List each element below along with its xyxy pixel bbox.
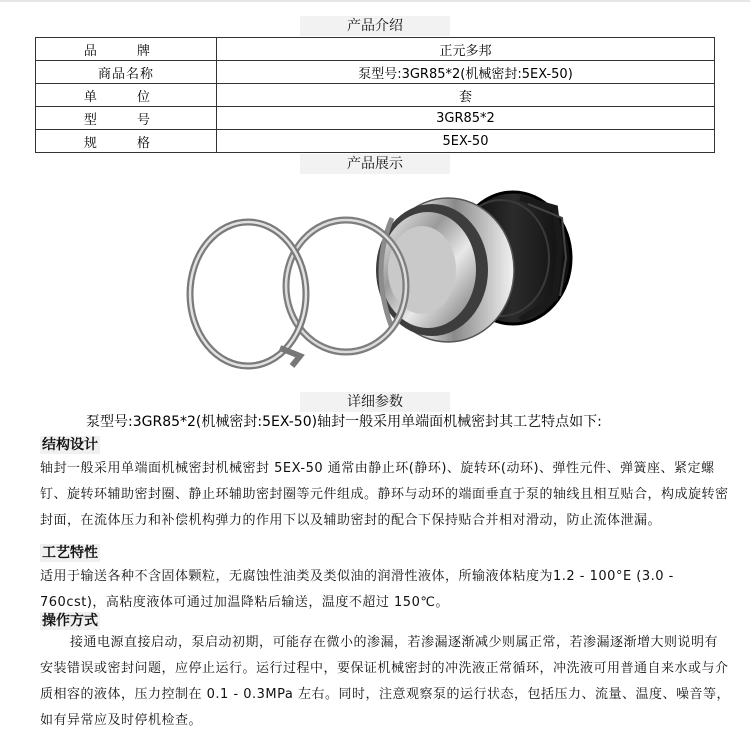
operation-heading: 操作方式	[42, 613, 98, 629]
product-photo	[160, 178, 596, 386]
spec-value: 正元多邦	[217, 38, 715, 61]
spec-row	[36, 107, 715, 130]
spec-value: 泵型号:3GR85*2(机械密封:5EX-50)	[217, 61, 715, 84]
spec-row	[36, 130, 715, 153]
spec-value: 3GR85*2	[217, 107, 715, 130]
section-title-intro: 产品介绍	[300, 16, 450, 36]
spec-key: 规 格	[36, 130, 217, 153]
mechanical-seal-image	[160, 178, 596, 386]
detail-lead-text: 泵型号:3GR85*2(机械密封:5EX-50)轴封一般采用单端面机械密封其工艺特点如下:	[86, 414, 602, 430]
spec-key: 品 牌	[36, 38, 217, 61]
section-title-display: 产品展示	[300, 154, 450, 174]
process-paragraph: 适用于输送各种不含固体颗粒，无腐蚀性油类及类似油的润滑性液体，所输液体粘度为1.2 - 100°E (3.0 - 760cst)，高粘度液体可通过加温降粘后输送，温度不超过 150℃。	[40, 569, 674, 610]
spec-row	[36, 61, 715, 84]
process-heading: 工艺特性	[42, 545, 98, 561]
spec-value: 套	[217, 84, 715, 107]
structure-heading: 结构设计	[42, 437, 98, 453]
spec-key: 单 位	[36, 84, 217, 107]
structure-paragraph: 轴封一般采用单端面机械密封机械密封 5EX-50 通常由静止环(静环)、旋转环(动环)、弹性元件、弹簧座、紧定螺钉、旋转环辅助密封圈、静止环辅助密封圈等元件组成。静环与动环的端面垂直于泵的轴线且相互贴合，构成旋转密封面，在流体压力和补偿机构弹力的作用下以及辅助密封的配合下保持贴合并相对滑动，防止流体泄漏。	[40, 461, 729, 528]
spec-key: 商品名称	[36, 61, 217, 84]
top-divider	[0, 0, 750, 2]
spec-row	[36, 84, 715, 107]
spec-row	[36, 38, 715, 61]
spec-table	[35, 37, 715, 153]
section-title-detail: 详细参数	[300, 392, 450, 412]
spec-key: 型 号	[36, 107, 217, 130]
spec-value: 5EX-50	[217, 130, 715, 153]
operation-paragraph: 接通电源直接启动，泵启动初期，可能存在微小的渗漏，若渗漏逐渐减少则属正常，若渗漏逐渐增大则说明有安装错误或密封问题，应停止运行。运行过程中，要保证机械密封的冲洗液正常循环，冲洗液可用普通自来水或与介质相容的液体，压力控制在 0.1 - 0.3MPa 左右。同时，注意观察泵的运行状态，包括压力、流量、温度、噪音等，如有异常应及时停机检查。	[40, 635, 731, 728]
